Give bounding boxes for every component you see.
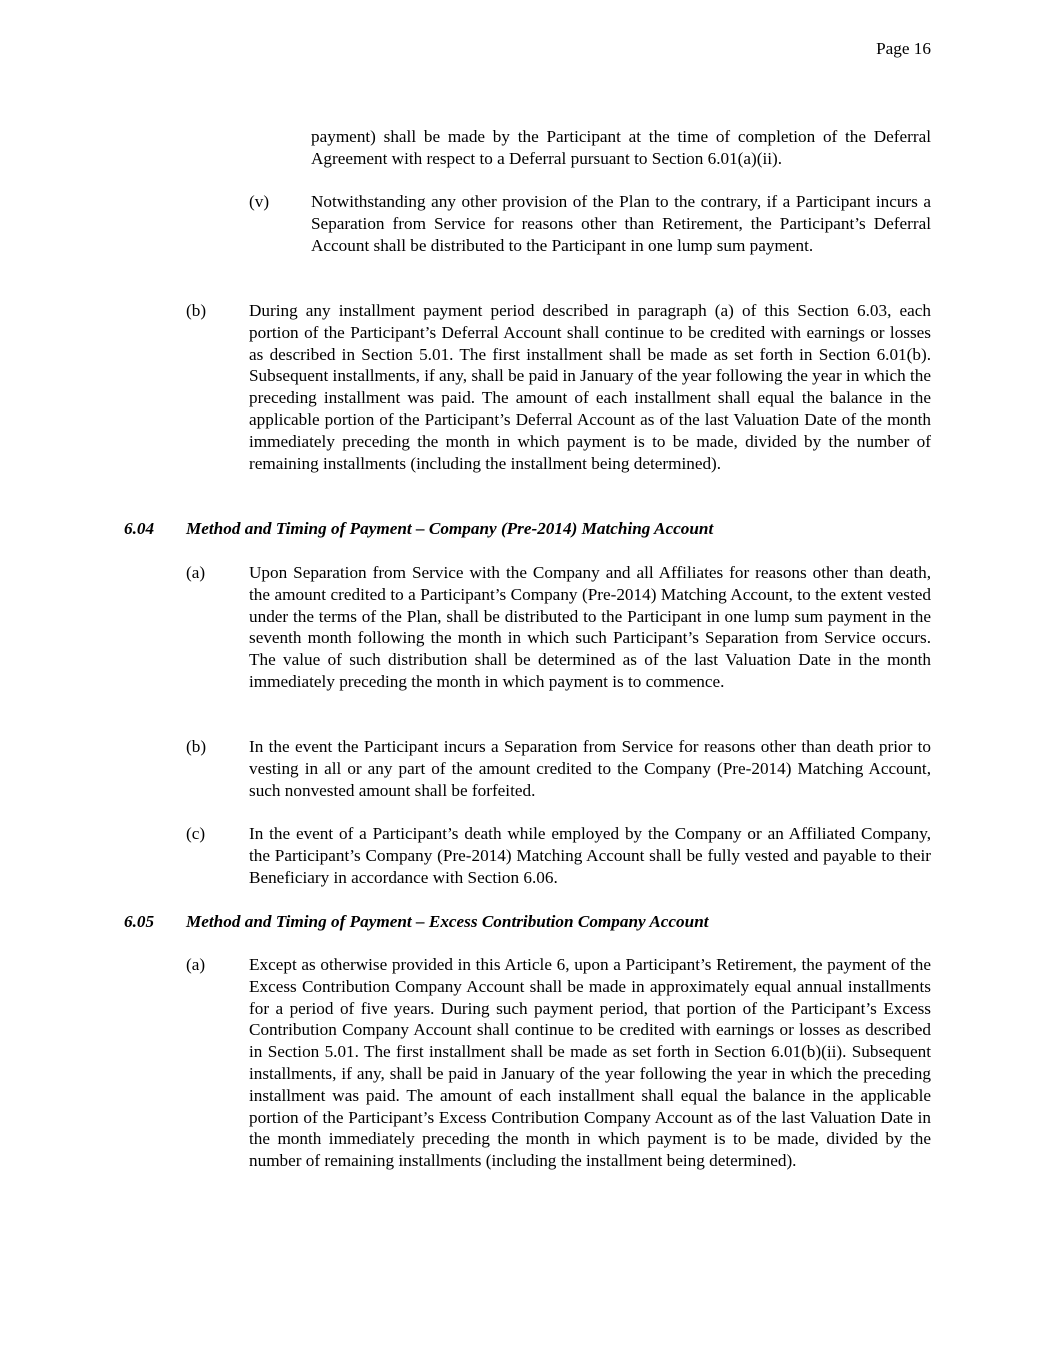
section-604-a-paragraph: Upon Separation from Service with the Company and all Affiliates for reasons other than death, the amount credited to a Participant’s Company (Pre-2014) Matching Account, to the extent vested under the terms of the Plan, shall be distributed to the Participant in one lump sum payment in the seventh month following the month in which such Participant’s Separation from Service occurs. The value of such distribution shall be determined as of the last Valuation Date in the month immediately preceding the month in which payment is to commence. [249, 563, 931, 691]
section-603-b-label: (b) [186, 301, 207, 320]
section-604-b-label: (b) [186, 737, 207, 756]
section-604-c-paragraph: In the event of a Participant’s death while employed by the Company or an Affiliated Company, the Participant’s Company (Pre-2014) Matching Account shall be fully vested and payable to their Beneficiary in accordance with Section 6.06. [249, 824, 931, 887]
section-604-number: 6.04 [124, 519, 155, 538]
section-604-c-label: (c) [186, 824, 206, 843]
section-603-b-paragraph: During any installment payment period described in paragraph (a) of this Section 6.03, each portion of the Participant’s Deferral Account shall continue to be credited with earnings or losses as described in Section 5.01. The first installment shall be made as set forth in Section 6.01(b). Subsequent installments, if any, shall be paid in January of the year following the year in which the preceding installment was paid. The amount of each installment shall equal the balance in the applicable portion of the Participant’s Deferral Account as of the last Valuation Date of the month immediately preceding the month in which payment is to be made, divided by the number of remaining installments (including the installment being determined). [249, 301, 931, 473]
section-604-heading [124, 518, 713, 540]
section-604-a-label: (a) [186, 563, 206, 582]
section-605-number: 6.05 [124, 912, 155, 931]
item-v-label: (v) [249, 192, 270, 211]
section-605-heading [124, 911, 709, 933]
section-605-a-label: (a) [186, 955, 206, 974]
section-604-title: Method and Timing of Payment – Company (Pre-2014) Matching Account [186, 519, 714, 538]
continuation-paragraph: payment) shall be made by the Participant at the time of completion of the Deferral Agreement with respect to a Deferral pursuant to Section 6.01(a)(ii). [311, 127, 931, 168]
section-605-title: Method and Timing of Payment – Excess Contribution Company Account [186, 912, 709, 931]
item-v-paragraph: Notwithstanding any other provision of the Plan to the contrary, if a Participant incurs a Separation from Service for reasons other than Retirement, the Participant’s Deferral Account shall be distributed to the Participant in one lump sum payment. [311, 192, 931, 255]
section-604-b-paragraph: In the event the Participant incurs a Separation from Service for reasons other than death prior to vesting in all or any part of the amount credited to the Company (Pre-2014) Matching Account, such nonvested amount shall be forfeited. [249, 737, 931, 800]
section-605-a-paragraph: Except as otherwise provided in this Article 6, upon a Participant’s Retirement, the payment of the Excess Contribution Company Account shall be made in approximately equal annual installments for a period of five years. During such payment period, that portion of the Participant’s Excess Contribution Company Account shall continue to be credited with earnings or losses as described in Section 5.01. The first installment shall be made as set forth in Section 6.01(b)(ii). Subsequent installments, if any, shall be paid in January of the year following the year in which the preceding installment was paid. The amount of each installment shall equal the balance in the applicable portion of the Participant’s Excess Contribution Company Account as of the last Valuation Date in the month immediately preceding the month in which payment is to be made, divided by the number of remaining installments (including the installment being determined). [249, 955, 931, 1171]
page-number: Page 16 [876, 39, 931, 58]
